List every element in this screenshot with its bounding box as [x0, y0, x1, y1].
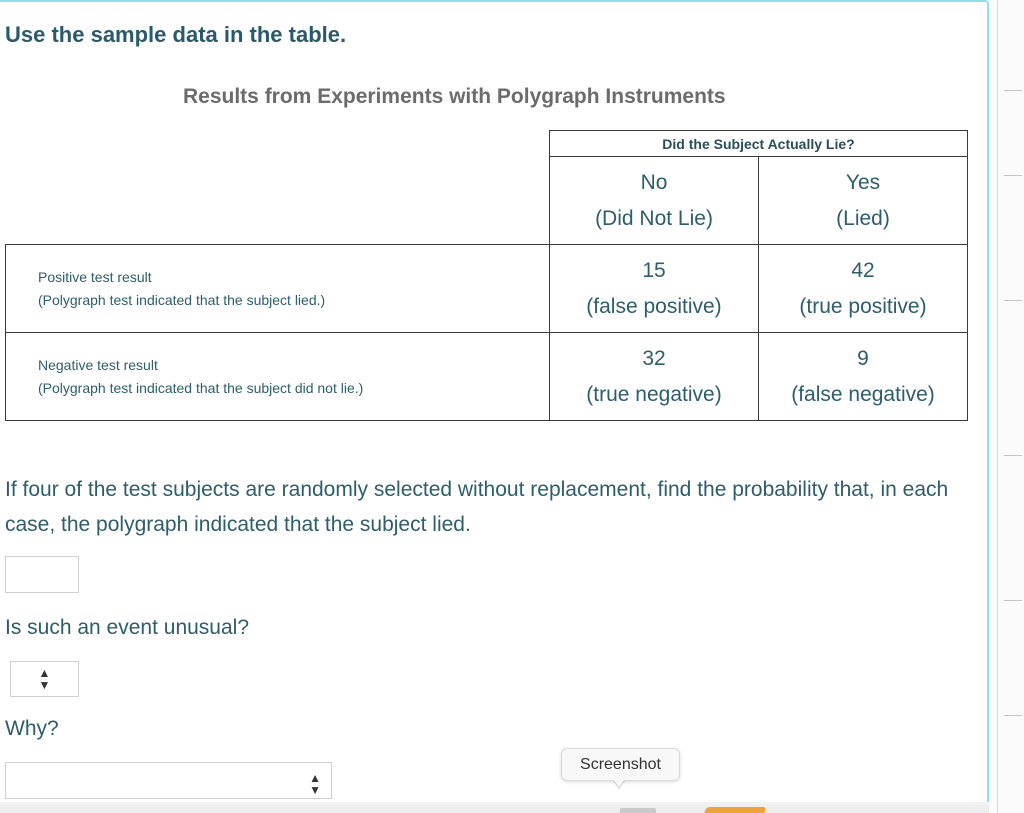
row-label-positive-title: Positive test result [38, 268, 152, 285]
bottom-dock-bar [0, 802, 989, 813]
dock-item[interactable] [620, 808, 656, 813]
dock-item-highlight[interactable] [704, 807, 767, 813]
column-header-yes [759, 157, 968, 245]
right-background-strip [989, 0, 1024, 813]
table-title: Results from Experiments with Polygraph Instruments [183, 85, 726, 108]
question-text: If four of the test subjects are randomly selected without replacement, find the probability that, in each case, the polygraph indicated that the subject lied. [5, 478, 949, 536]
cell-positive-no [550, 245, 759, 333]
row-label-positive-sub: (Polygraph test indicated that the subject lied.) [38, 291, 326, 308]
column-group-header: Did the Subject Actually Lie? [550, 131, 968, 157]
tooltip-tail-inner [613, 779, 625, 787]
row-label-negative [6, 333, 550, 421]
column-header-no [550, 157, 759, 245]
column-header-yes-label: Yes [845, 170, 881, 194]
row-label-negative-sub: (Polygraph test indicated that the subject did not lie.) [38, 379, 364, 396]
cell-tag: (false negative) [791, 382, 935, 406]
unusual-select[interactable] [10, 661, 79, 697]
why-prompt: Why? [5, 717, 59, 740]
cell-value: 9 [857, 346, 869, 370]
column-header-yes-sub: (Lied) [836, 206, 890, 230]
cell-value: 42 [851, 258, 875, 282]
cell-tag: (false positive) [586, 294, 722, 318]
background-mark [1004, 175, 1022, 176]
cell-tag: (true negative) [586, 382, 722, 406]
blank-corner [6, 131, 550, 245]
why-select[interactable] [5, 762, 332, 799]
updown-arrows-icon: ▲ ▼ [38, 666, 51, 692]
probability-answer-input[interactable] [5, 556, 79, 593]
background-mark [1004, 300, 1022, 301]
cell-negative-no [550, 333, 759, 421]
table-row-positive [6, 245, 968, 333]
cell-positive-yes [759, 245, 968, 333]
results-table [5, 130, 968, 421]
instruction-text: Use the sample data in the table. [5, 22, 347, 47]
background-mark [1004, 455, 1022, 456]
row-label-positive [6, 245, 550, 333]
cell-tag: (true positive) [799, 294, 927, 318]
screenshot-tooltip: Screenshot [561, 748, 680, 781]
cell-value: 32 [642, 346, 666, 370]
background-mark [1004, 715, 1022, 716]
cell-negative-yes [759, 333, 968, 421]
column-header-no-label: No [640, 170, 668, 194]
background-mark [1004, 90, 1022, 91]
column-header-no-sub: (Did Not Lie) [595, 206, 713, 230]
row-label-negative-title: Negative test result [38, 356, 158, 373]
unusual-prompt: Is such an event unusual? [5, 616, 250, 639]
cell-value: 15 [642, 258, 666, 282]
background-mark [1004, 600, 1022, 601]
strip-divider [997, 0, 998, 813]
updown-arrows-icon: ▲ ▼ [309, 771, 321, 797]
table-row-negative [6, 333, 968, 421]
